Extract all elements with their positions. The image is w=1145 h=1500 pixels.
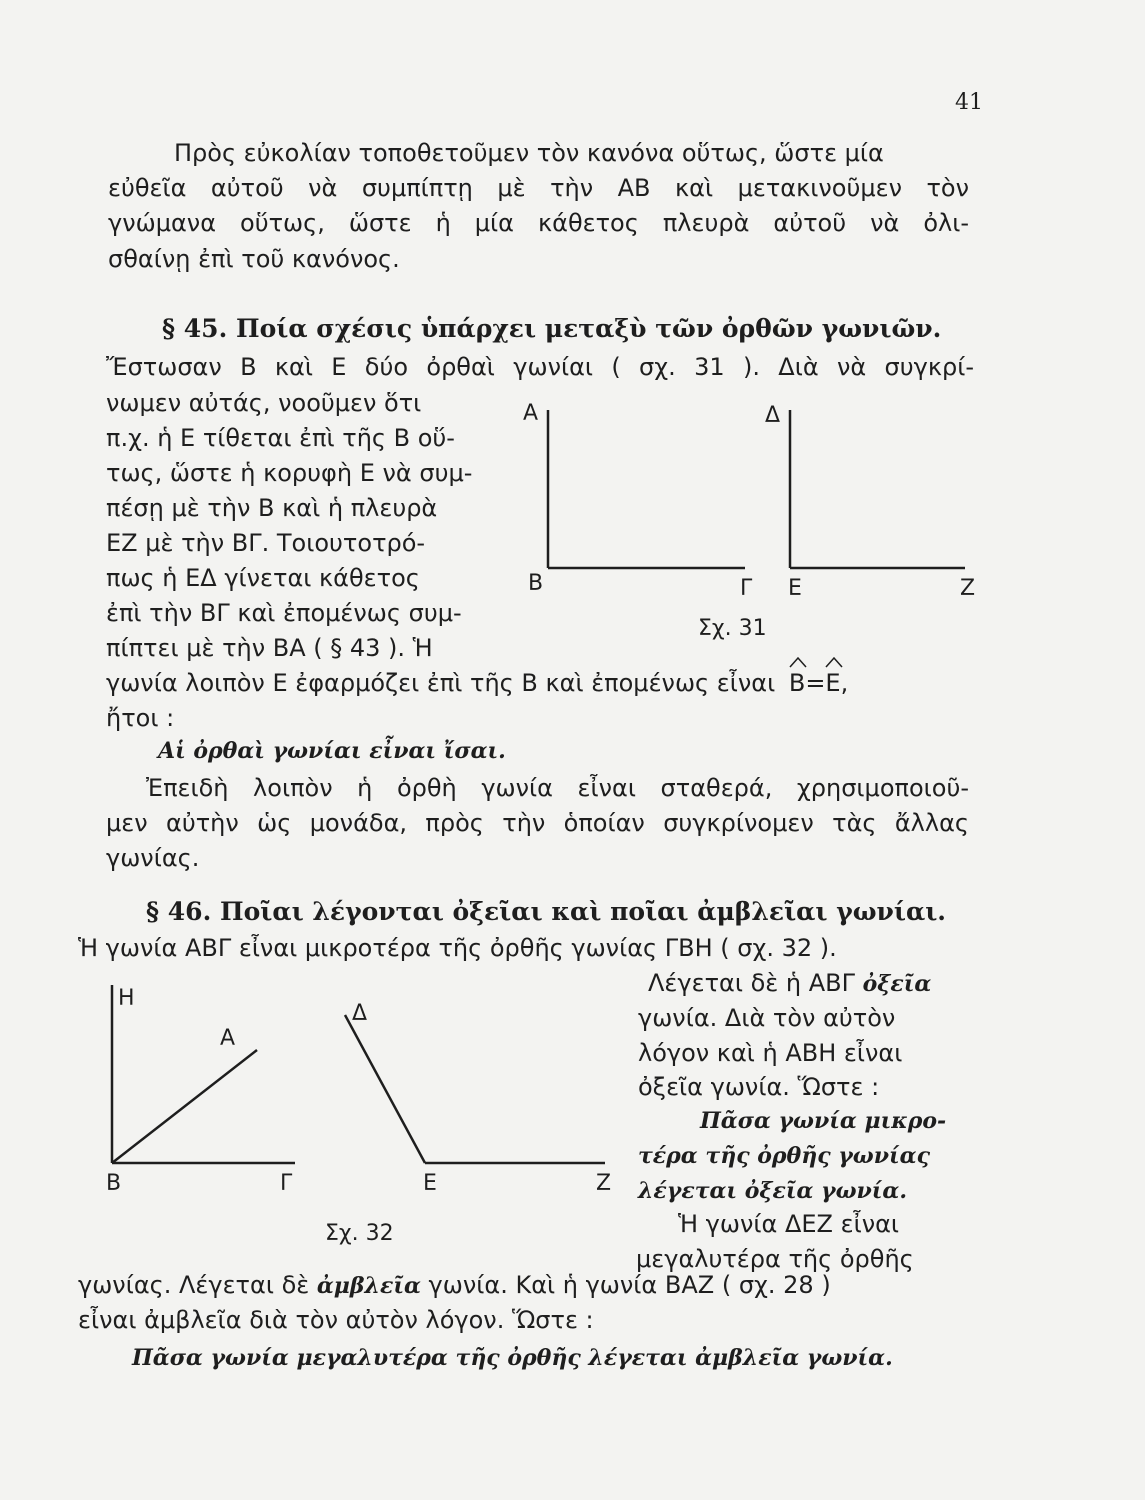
s46-amvleia-word: ἀμβλεῖα xyxy=(316,1273,421,1299)
s45-narrow-3: τως, ὥστε ἡ κορυφὴ Ε νὰ συμ- xyxy=(106,459,473,487)
s45-narrow-1: νωμεν αὐτάς, νοοῦμεν ὅτι xyxy=(106,389,422,417)
angle-e-hat xyxy=(825,668,848,698)
fig32-label-b: Β xyxy=(106,1171,122,1196)
fig32-label-a: Α xyxy=(220,1026,236,1051)
s45-line-after-text: γωνία λοιπὸν Ε ἐφαρμόζει ἐπὶ τῆς Β καὶ ἐπομένως εἶναι xyxy=(106,669,776,697)
s45-narrow-5: ΕΖ μὲ τὴν ΒΓ. Τοιουτοτρό- xyxy=(106,529,426,557)
s45-rule: Αἱ ὀρθαὶ γωνίαι εἶναι ἴσαι. xyxy=(158,738,506,764)
angle-b-hat xyxy=(789,668,805,698)
section-45-heading: § 45. Ποία σχέσις ὑπάρχει μεταξὺ τῶν ὀρθῶν γωνιῶν. xyxy=(162,314,942,343)
fig31-label-e: Ε xyxy=(788,576,802,601)
eq-right: Ε, xyxy=(825,669,849,697)
intro-line-4: σθαίνῃ ἐπὶ τοῦ κανόνος. xyxy=(108,245,400,273)
s46-rule-1: Πᾶσα γωνία μικρο- xyxy=(700,1108,947,1134)
s46-oxeia-word: ὀξεῖα xyxy=(862,971,932,997)
s46-right-4: ὀξεῖα γωνία. Ὥστε : xyxy=(638,1073,880,1101)
intro-line-2: εὐθεῖα αὐτοῦ νὰ συμπίπτῃ μὲ τὴν ΑΒ καὶ μετακινοῦμεν τὸν xyxy=(108,174,969,202)
fig32-caption: Σχ. 32 xyxy=(325,1221,394,1246)
fig32-label-h: Η xyxy=(118,986,135,1011)
s45-after-2: μεν αὐτὴν ὡς μονάδα, πρὸς τὴν ὁποίαν συγκρίνομεν τὰς ἄλλας xyxy=(106,809,969,837)
s46-line-1: Ἡ γωνία ΑΒΓ εἶναι μικροτέρα τῆς ὀρθῆς γωνίας ΓΒΗ ( σχ. 32 ). xyxy=(78,934,837,962)
fig32-label-d: Δ xyxy=(352,1001,368,1026)
section-46-heading: § 46. Ποῖαι λέγονται ὀξεῖαι καὶ ποῖαι ἀμβλεῖαι γωνίαι. xyxy=(146,897,946,926)
intro-line-3: γνώμανα οὕτως, ὥστε ἡ μία κάθετος πλευρὰ αὐτοῦ νὰ ὀλι- xyxy=(108,209,969,237)
intro-line-1: Πρὸς εὐκολίαν τοποθετοῦμεν τὸν κανόνα οὕτως, ὥστε μία xyxy=(174,139,884,167)
figure-31 xyxy=(520,390,980,660)
s46-rule-3: λέγεται ὀξεῖα γωνία. xyxy=(638,1178,908,1204)
s45-line-after xyxy=(106,668,848,698)
s46-right-3: λόγον καὶ ἡ ΑΒΗ εἶναι xyxy=(638,1039,903,1067)
fig31-label-b: Β xyxy=(528,571,544,596)
s46-full-1 xyxy=(78,1270,831,1301)
eq-sign: = xyxy=(805,669,826,697)
fig32-label-z: Ζ xyxy=(596,1171,612,1196)
s45-narrow-4: πέσῃ μὲ τὴν Β καὶ ἡ πλευρὰ xyxy=(106,494,438,522)
s46-right-1-text: Λέγεται δὲ ἡ ΑΒΓ xyxy=(648,969,855,997)
page-number: 41 xyxy=(955,90,983,115)
fig32-label-g: Γ xyxy=(280,1171,293,1196)
s45-after-1: Ἐπειδὴ λοιπὸν ἡ ὀρθὴ γωνία εἶναι σταθερά, χρησιμοποιοῦ- xyxy=(146,774,969,802)
fig31-caption: Σχ. 31 xyxy=(698,616,767,641)
s45-after-3: γωνίας. xyxy=(106,844,200,872)
fig32-ba-line xyxy=(112,1050,257,1163)
fig31-label-g: Γ xyxy=(740,576,753,601)
s45-htoi: ἤτοι : xyxy=(106,704,175,732)
fig32-label-e: Ε xyxy=(423,1171,437,1196)
s46-right2-2: μεγαλυτέρα τῆς ὀρθῆς xyxy=(636,1245,914,1273)
s45-narrow-8: πίπτει μὲ τὴν ΒΑ ( § 43 ). Ἡ xyxy=(106,634,433,662)
s46-full-1-tail: γωνία. Καὶ ἡ γωνία ΒΑΖ ( σχ. 28 ) xyxy=(428,1271,831,1299)
s46-final-rule: Πᾶσα γωνία μεγαλυτέρα τῆς ὀρθῆς λέγεται ἀμβλεῖα γωνία. xyxy=(132,1345,893,1371)
figure-32 xyxy=(100,985,620,1245)
s46-right-1 xyxy=(648,968,931,999)
eq-left: Β xyxy=(788,669,806,697)
s45-narrow-7: ἐπὶ τὴν ΒΓ καὶ ἐπομένως συμ- xyxy=(106,599,462,627)
s46-right2-1: Ἡ γωνία ΔΕΖ εἶναι xyxy=(678,1210,900,1238)
fig31-label-z: Ζ xyxy=(960,576,976,601)
s46-full-1-text: γωνίας. Λέγεται δὲ xyxy=(78,1271,310,1299)
s45-narrow-6: πως ἡ ΕΔ γίνεται κάθετος xyxy=(106,564,420,592)
fig31-label-d: Δ xyxy=(765,403,781,428)
fig32-ed-line xyxy=(345,1015,425,1163)
s46-full-2: εἶναι ἀμβλεῖα διὰ τὸν αὐτὸν λόγον. Ὥστε : xyxy=(78,1306,594,1334)
s45-line-1: Ἔστωσαν Β καὶ Ε δύο ὀρθαὶ γωνίαι ( σχ. 31 ). Διὰ νὰ συγκρί- xyxy=(106,353,974,381)
s46-right-2: γωνία. Διὰ τὸν αὐτὸν xyxy=(638,1004,896,1032)
fig31-label-a: Α xyxy=(523,401,539,426)
s45-narrow-2: π.χ. ἡ Ε τίθεται ἐπὶ τῆς Β οὕ- xyxy=(106,424,455,452)
s46-rule-2: τέρα τῆς ὀρθῆς γωνίας xyxy=(638,1143,930,1169)
